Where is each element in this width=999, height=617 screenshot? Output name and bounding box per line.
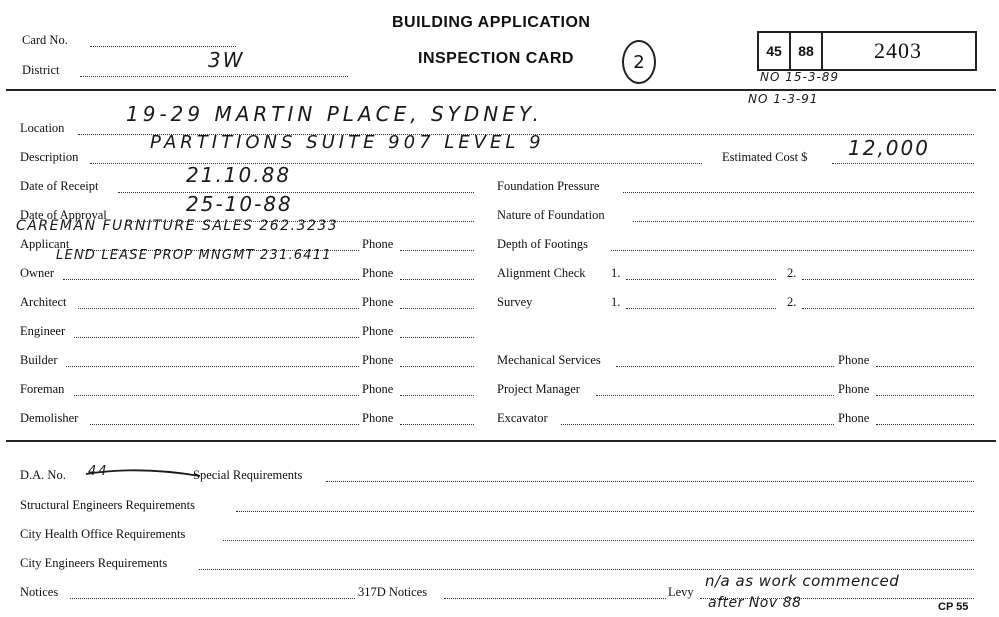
- architect-phone-label: Phone: [362, 295, 394, 309]
- levy-value-line1: n/a as work commenced: [705, 572, 900, 590]
- nature-of-foundation-label: Nature of Foundation: [497, 208, 605, 222]
- applicant-phone-label: Phone: [362, 237, 394, 251]
- card-number-part2-text: 88: [798, 43, 814, 59]
- header-note-2: NO 1-3-91: [748, 92, 819, 106]
- estimated-cost-value: 12,000: [848, 136, 930, 160]
- survey-1-label: 1.: [611, 295, 621, 309]
- mechanical-services-label: Mechanical Services: [497, 353, 601, 367]
- structural-engineers-label: Structural Engineers Requirements: [20, 498, 195, 512]
- card-number-main-text: 2403: [874, 38, 922, 63]
- notices-317d-line: [444, 598, 666, 599]
- date-of-approval-value: 25-10-88: [186, 192, 293, 216]
- structural-engineers-line: [236, 511, 974, 512]
- nature-of-foundation-line: [633, 221, 974, 222]
- mechanical-services-line: [616, 366, 834, 367]
- engineer-label: Engineer: [20, 324, 66, 338]
- card-number-part1: [759, 33, 791, 69]
- survey-2-line: [802, 308, 974, 309]
- applicant-label: Applicant: [20, 237, 70, 251]
- demolisher-phone-label: Phone: [362, 411, 394, 425]
- description-value: PARTITIONS SUITE 907 LEVEL 9: [150, 132, 545, 153]
- description-line: [90, 163, 702, 164]
- survey-2-label: 2.: [787, 295, 797, 309]
- middle-divider: [6, 440, 996, 442]
- owner-phone-line: [400, 279, 474, 280]
- alignment-check-2-label: 2.: [787, 266, 797, 280]
- title-line2: INSPECTION CARD: [418, 50, 574, 67]
- district-label: District: [22, 63, 60, 77]
- demolisher-label: Demolisher: [20, 411, 79, 425]
- special-requirements-label: Special Requirements: [193, 468, 303, 482]
- da-no-value: 44: [88, 464, 109, 479]
- notices-line: [70, 598, 355, 599]
- excavator-phone-line: [876, 424, 974, 425]
- levy-label: Levy: [668, 585, 694, 599]
- levy-value-line2: after Nov 88: [708, 595, 802, 611]
- district-line: [80, 76, 348, 77]
- engineer-line: [74, 337, 359, 338]
- circled-number-text: 2: [633, 51, 645, 73]
- alignment-check-1-line: [626, 279, 776, 280]
- mechanical-services-phone-label: Phone: [838, 353, 870, 367]
- foreman-phone-line: [400, 395, 474, 396]
- applicant-value: CAREMAN FURNITURE SALES 262.3233: [16, 218, 339, 234]
- notices-label: Notices: [20, 585, 59, 599]
- survey-1-line: [626, 308, 776, 309]
- depth-of-footings-label: Depth of Footings: [497, 237, 588, 251]
- special-requirements-line: [326, 481, 974, 482]
- applicant-phone-line: [400, 250, 474, 251]
- architect-line: [78, 308, 359, 309]
- description-label: Description: [20, 150, 79, 164]
- survey-label: Survey: [497, 295, 533, 309]
- top-divider: [6, 89, 996, 91]
- card-no-label: Card No.: [22, 33, 68, 47]
- city-health-line: [223, 540, 974, 541]
- foundation-pressure-line: [623, 192, 974, 193]
- circled-number: [622, 40, 656, 84]
- notices-317d-label: 317D Notices: [358, 585, 428, 599]
- excavator-label: Excavator: [497, 411, 548, 425]
- card-number-box: [757, 31, 977, 71]
- city-health-label: City Health Office Requirements: [20, 527, 186, 541]
- estimated-cost-label: Estimated Cost $: [722, 150, 808, 164]
- engineer-phone-label: Phone: [362, 324, 394, 338]
- date-of-approval-label: Date of Approval: [20, 208, 107, 222]
- header-note-1: NO 15-3-89: [760, 70, 840, 84]
- foundation-pressure-label: Foundation Pressure: [497, 179, 600, 193]
- excavator-line: [561, 424, 834, 425]
- foreman-phone-label: Phone: [362, 382, 394, 396]
- date-of-receipt-line: [118, 192, 474, 193]
- builder-label: Builder: [20, 353, 58, 367]
- owner-phone-label: Phone: [362, 266, 394, 280]
- alignment-check-2-line: [802, 279, 974, 280]
- form-code: CP 55: [938, 601, 969, 613]
- architect-phone-line: [400, 308, 474, 309]
- project-manager-phone-label: Phone: [838, 382, 870, 396]
- da-no-label: D.A. No.: [20, 468, 66, 482]
- alignment-check-1-label: 1.: [611, 266, 621, 280]
- builder-line: [66, 366, 359, 367]
- alignment-check-label: Alignment Check: [497, 266, 586, 280]
- owner-label: Owner: [20, 266, 55, 280]
- builder-phone-line: [400, 366, 474, 367]
- mechanical-services-phone-line: [876, 366, 974, 367]
- foreman-label: Foreman: [20, 382, 65, 396]
- title-line1: BUILDING APPLICATION: [392, 14, 591, 31]
- card-no-line: [90, 46, 236, 47]
- owner-line: [63, 279, 359, 280]
- project-manager-line: [596, 395, 834, 396]
- city-engineers-label: City Engineers Requirements: [20, 556, 168, 570]
- card-number-part1-text: 45: [766, 43, 782, 59]
- foreman-line: [74, 395, 359, 396]
- city-engineers-line: [199, 569, 974, 570]
- card-number-main: [823, 33, 973, 69]
- card-number-part2: [791, 33, 823, 69]
- builder-phone-label: Phone: [362, 353, 394, 367]
- location-value: 19-29 MARTIN PLACE, SYDNEY.: [126, 102, 543, 126]
- depth-of-footings-line: [611, 250, 974, 251]
- project-manager-phone-line: [876, 395, 974, 396]
- owner-value: LEND LEASE PROP MNGMT 231.6411: [56, 248, 332, 263]
- engineer-phone-line: [400, 337, 474, 338]
- architect-label: Architect: [20, 295, 67, 309]
- demolisher-phone-line: [400, 424, 474, 425]
- date-of-receipt-label: Date of Receipt: [20, 179, 99, 193]
- date-of-receipt-value: 21.10.88: [186, 163, 292, 187]
- location-label: Location: [20, 121, 65, 135]
- da-no-strikethrough: [84, 466, 202, 480]
- project-manager-label: Project Manager: [497, 382, 580, 396]
- district-value: 3W: [208, 48, 245, 72]
- estimated-cost-line: [832, 163, 974, 164]
- excavator-phone-label: Phone: [838, 411, 870, 425]
- demolisher-line: [90, 424, 359, 425]
